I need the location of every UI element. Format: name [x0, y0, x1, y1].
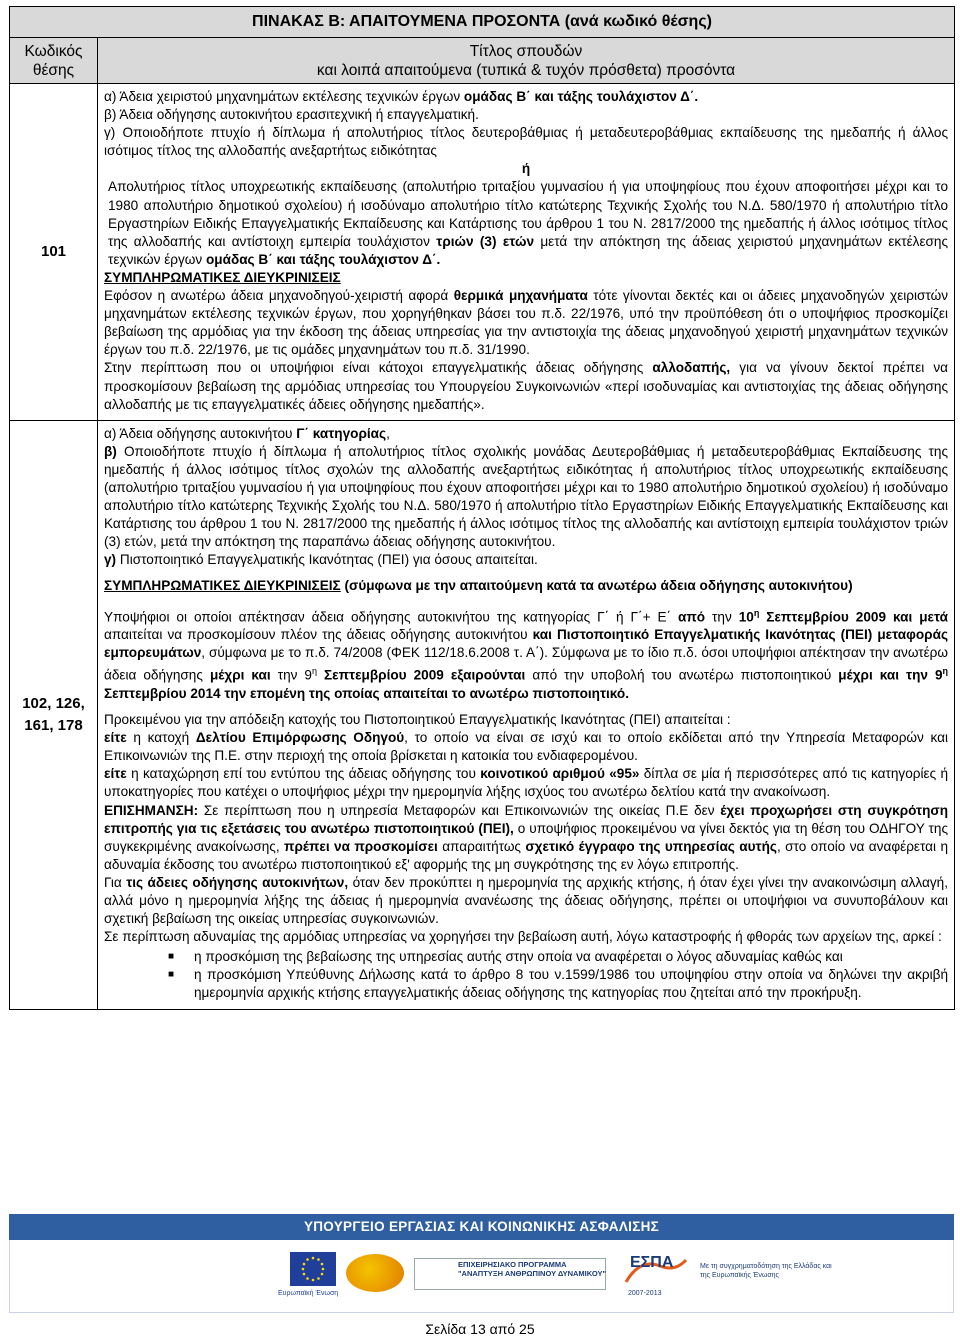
requirement-c: γ) Πιστοποιητικό Επαγγελματικής Ικανότητας (ΠΕΙ) για όσους απαιτείται.: [104, 552, 538, 568]
table-title: ΠΙΝΑΚΑΣ Β: ΑΠΑΙΤΟΥΜΕΝΑ ΠΡΟΣΟΝΤΑ (ανά κωδικό θέσης): [10, 7, 955, 38]
program-name: ΕΠΙΧΕΙΡΗΣΙΑΚΟ ΠΡΟΓΡΑΜΜΑ "ΑΝΑΠΤΥΞΗ ΑΝΘΡΩΠΙΝΟΥ ΔΥΝΑΜΙΚΟΥ": [458, 1260, 607, 1278]
pei-proof-option-1: είτε η κατοχή Δελτίου Επιμόρφωσης Οδηγού, το οποίο να είναι σε ισχύ και το οποίο εκδίδεται από την Υπηρεσία Μεταφορών και Επικοινωνιών της Π.Ε. στην περιοχή της οποία βρίσκεται η κατοικία του ενδιαφερομένου.: [104, 730, 949, 764]
eu-caption: Ευρωπαϊκή Ένωση: [278, 1290, 339, 1297]
requirements-cell: [98, 420, 955, 1009]
notice-paragraph: ΕΠΙΣΗΜΑΝΣΗ: Σε περίπτωση που η υπηρεσία Μεταφορών και Επικοινωνιών της οικείας Π.Ε δεν έχει προχωρήσει στη συγκρότηση επιτροπής για τις εξετάσεις του ανωτέρω πιστοποιητικού (ΠΕΙ), ο υποψήφιος προκειμένου να γίνει δεκτός για τη θέση του ΟΔΗΓΟΥ της συγκεκριμένης ανακοίνωσης, πρέπει να προσκομίσει απαραιτήτως σχετικό έγγραφο της υπηρεσίας αυτής, στο οποίο να αναφέρεται η αδυναμία έκδοσης του ανωτέρω πιστοποιητικού εξ' αφορμής της μη συγκρότησης της εν λόγω επιτροπής.: [104, 802, 949, 872]
col-code-line1: Κωδικός: [24, 42, 83, 60]
requirement-b: β) Άδεια οδήγησης αυτοκινήτου ερασιτεχνική ή επαγγελματική.: [104, 107, 479, 123]
esf-logo-icon: [346, 1254, 404, 1292]
pei-paragraph: Υποψήφιοι οι οποίοι απέκτησαν άδεια οδήγησης αυτοκινήτου της κατηγορίας Γ΄ ή Γ΄+ Ε΄ από την $10^\eta$ Σεπτεμβρίου 2009 και μετά απαιτείται να προσκομίσουν πλέον της άδειας οδήγησης αυτοκινήτου και Πιστοποιητικό Επαγγελματικής Ικανότητας (ΠΕΙ) μεταφοράς εμπορευμάτων, σύμφωνα με το π.δ. 74/2008 (ΦΕΚ 112/18.6.2008 τ. Α΄). Σύμφωνα με το ίδιο π.δ. όσοι υποψήφιοι απέκτησαν την ανωτέρω άδεια οδήγησης μέχρι και την $9^\eta$ Σεπτεμβρίου 2009 εξαιρούνται από την υποβολή του ανωτέρω πιστοποιητικού μέχρι και την $9^\eta$ Σεπτεμβρίου 2014 την επομένη της οποίας απαιτείται το ανωτέρω πιστοποιητικό.: [104, 607, 949, 701]
col-desc-line1: Τίτλος σπουδών: [469, 42, 583, 60]
inability-paragraph: Σε περίπτωση αδυναμίας της αρμόδιας υπηρεσίας να χορηγήσει την βεβαίωση αυτή, λόγω καταστροφής ή φθοράς των αρχείων της, αρκεί :: [104, 929, 942, 945]
eu-flag-icon: [290, 1252, 336, 1286]
supplementary-heading: ΣΥΜΠΛΗΡΩΜΑΤΙΚΕΣ ΔΙΕΥΚΡΙΝΙΣΕΙΣ (σύμφωνα με την απαιτούμενη κατά τα ανωτέρω άδεια οδήγησης αυτοκινήτου): [104, 578, 853, 594]
column-header-code: [10, 38, 98, 84]
list-item: ■ η προσκόμιση της βεβαίωσης της υπηρεσίας αυτής στην οποία να αναφέρεται ο λόγος αδυναμίας καθώς και: [104, 948, 948, 966]
requirement-a: α) Άδεια οδήγησης αυτοκινήτου Γ΄ κατηγορίας,: [104, 425, 390, 441]
pei-proof-intro: Προκειμένου για την απόδειξη κατοχής του Πιστοποιητικού Επαγγελματικής Ικανότητας (ΠΕΙ) απαιτείται :: [104, 712, 731, 728]
cofunding-note: Με τη συγχρηματοδότηση της Ελλάδας και της Ευρωπαϊκής Ένωσης: [700, 1263, 832, 1279]
table-row: [10, 84, 955, 421]
supplementary-paragraph: Εφόσον η ανωτέρω άδεια μηχανοδηγού-χειριστή αφορά θερμικά μηχανήματα τότε γίνονται δεκτές και οι άδειες μηχανοδηγών χειριστών μηχανημάτων εκτέλεσης τεχνικών έργων, που χορηγήθηκαν βάσει του π.δ. 22/1976, υπό την προϋπόθεση ότι ο υποψήφιος προσκομίζει βεβαίωση της αρμόδιας για την έκδοση της άδειας υπηρεσίας για την αντιστοιχία της άδειας μηχανοδηγού χειριστή μηχανημάτων τεχνικών έργων του π.δ. 22/1976, με τις ομάδες μηχανημάτων του π.δ. 31/1990.: [104, 288, 949, 358]
page-number: Σελίδα 13 από 25: [425, 1321, 535, 1337]
square-bullet-icon: ■: [168, 969, 175, 981]
espa-label: ΕΣΠΑ: [630, 1254, 674, 1271]
requirement-a: α) Άδεια χειριστού μηχανημάτων εκτέλεσης τεχνικών έργων ομάδας Β΄ και τάξης τουλάχιστον Δ΄.: [104, 89, 699, 104]
col-code-line2: θέσης: [32, 61, 75, 79]
espa-years: 2007-2013: [628, 1290, 662, 1297]
position-code: 102, 126, 161, 178: [10, 420, 98, 1009]
supplementary-paragraph: Στην περίπτωση που οι υποψήφιοι είναι κάτοχοι επαγγελματικής άδειας οδήγησης αλλοδαπής, για να γίνουν δεκτοί πρέπει να προσκομίσουν βεβαίωση της αρμόδιας υπηρεσίας του Υπουργείου Συγκοινωνιών «περί ισοδυναμίας και αντιστοιχίας της άδειας οδήγησης αλλοδαπής με τις επαγγελματικές άδειες οδήγησης ημεδαπής».: [104, 360, 949, 412]
inability-list: [104, 948, 948, 1002]
list-item: ■ η προσκόμιση Υπεύθυνης Δήλωσης κατά το άρθρο 8 του ν.1599/1986 του υποψηφίου στην οποία να δηλώνει την ακριβή ημερομηνία αρχικής κτήσης επαγγελματικής άδειας οδήγησης της κατηγορίας που ζητείται από την προκήρυξη.: [168, 967, 949, 1001]
requirements-cell: [98, 84, 955, 421]
licence-date-paragraph: Για τις άδειες οδήγησης αυτοκινήτων, όταν δεν προκύπτει η ημερομηνία της αρχικής κτήσης, ή όταν έχει γίνει την ανακοινώσιμη αλλαγή, αλλά μόνο η ημερομηνία λήξης της άδειας ή ημερομηνία ανανέωσης της άδειας οδήγησης, πρέπει οι υποψήφιοι να συνυποβάλουν και σχετική βεβαίωση της οικείας υπηρεσίας συγκοινωνιών.: [104, 874, 949, 927]
square-bullet-icon: ■: [168, 951, 175, 963]
table-row: [10, 420, 955, 1009]
logos-strip: [9, 1240, 954, 1313]
or-separator: ή: [521, 161, 531, 177]
column-header-description: [98, 38, 955, 84]
position-code: 101: [10, 84, 98, 421]
ministry-banner: ΥΠΟΥΡΓΕΙΟ ΕΡΓΑΣΙΑΣ ΚΑΙ ΚΟΙΝΩΝΙΚΗΣ ΑΣΦΑΛΙΣΗΣ: [9, 1214, 954, 1240]
requirement-c: γ) Οποιοδήποτε πτυχίο ή δίπλωμα ή απολυτήριος τίτλος δευτεροβάθμιας ή μεταδευτεροβάθμιας εκπαίδευσης της ημεδαπής ή άλλος ισότιμος τίτλος της αλλοδαπής ανεξαρτήτως ειδικότητας: [104, 125, 949, 159]
document-page: [9, 6, 954, 1010]
requirement-b: β) Οποιοδήποτε πτυχίο ή δίπλωμα ή απολυτήριος τίτλος σχολικής μονάδας Δευτεροβάθμιας ή μεταδευτεροβάθμιας Εκπαίδευσης της ημεδαπής ή άλλος ισότιμος τίτλος σχολών της αλλοδαπής ανεξαρτήτως ειδικότητας ή απολυτήριος τίτλος υποχρεωτικής εκπαίδευσης (απολυτήριο τριταξίου γυμνασίου ή για υποψηφίους που έχουν αποφοιτήσει μέχρι και το 1980 απολυτήριο δημοτικού σχολείου) ή ισοδύναμο απολυτήριο τίτλο κατώτερης Τεχνικής Σχολής του Ν.Δ. 580/1970 ή απολυτήριο τίτλο Εργαστηρίων Ειδικής Επαγγελματικής Εκπαίδευσης και Κατάρτισης του άρθρου 1 του Ν. 2817/2000 της ημεδαπής ή άλλος ισότιμος τίτλος της αλλοδαπής και αντίστοιχη εμπειρία τουλάχιστον τριών (3) ετών, μετά την απόκτηση της παραπάνω άδειας οδήγησης αυτοκινήτου.: [104, 443, 949, 550]
requirements-table: [9, 6, 955, 1010]
funding-banner: [9, 1214, 954, 1314]
requirement-c-alt: Απολυτήριος τίτλος υποχρεωτικής εκπαίδευσης (απολυτήριο τριταξίου γυμνασίου ή για υποψηφίους που έχουν αποφοιτήσει μέχρι και το 1980 απολυτήριο δημοτικού σχολείου) ή ισοδύναμο απολυτήριο τίτλο κατώτερης Τεχνικής Σχολής του Ν.Δ. 580/1970 ή απολυτήριο τίτλο Εργαστηρίων Ειδικής Επαγγελματικής Εκπαίδευσης και Κατάρτισης του άρθρου 1 του Ν. 2817/2000 της ημεδαπής ή άλλος ισότιμος τίτλος της αλλοδαπής και αντίστοιχη εμπειρία τουλάχιστον τριών (3) ετών μετά την απόκτηση της άδειας χειριστού μηχανημάτων εκτέλεσης τεχνικών έργων ομάδας Β΄ και τάξης τουλάχιστον Δ΄.: [108, 179, 949, 267]
col-desc-line2: και λοιπά απαιτούμενα (τυπικά & τυχόν πρόσθετα) προσόντα: [316, 61, 736, 79]
pei-proof-option-2: είτε η καταχώρηση επί του εντύπου της άδειας οδήγησης του κοινοτικού αριθμού «95» δίπλα σε μία ή περισσότερες από τις κατηγορίες ή υποκατηγορίες που κατέχει ο υποψήφιος μέχρι την ημερομηνία λήξης ισχύος του ανωτέρω δελτίου κατά την ανακοίνωση.: [104, 766, 949, 800]
supplementary-heading: ΣΥΜΠΛΗΡΩΜΑΤΙΚΕΣ ΔΙΕΥΚΡΙΝΙΣΕΙΣ: [104, 269, 341, 285]
